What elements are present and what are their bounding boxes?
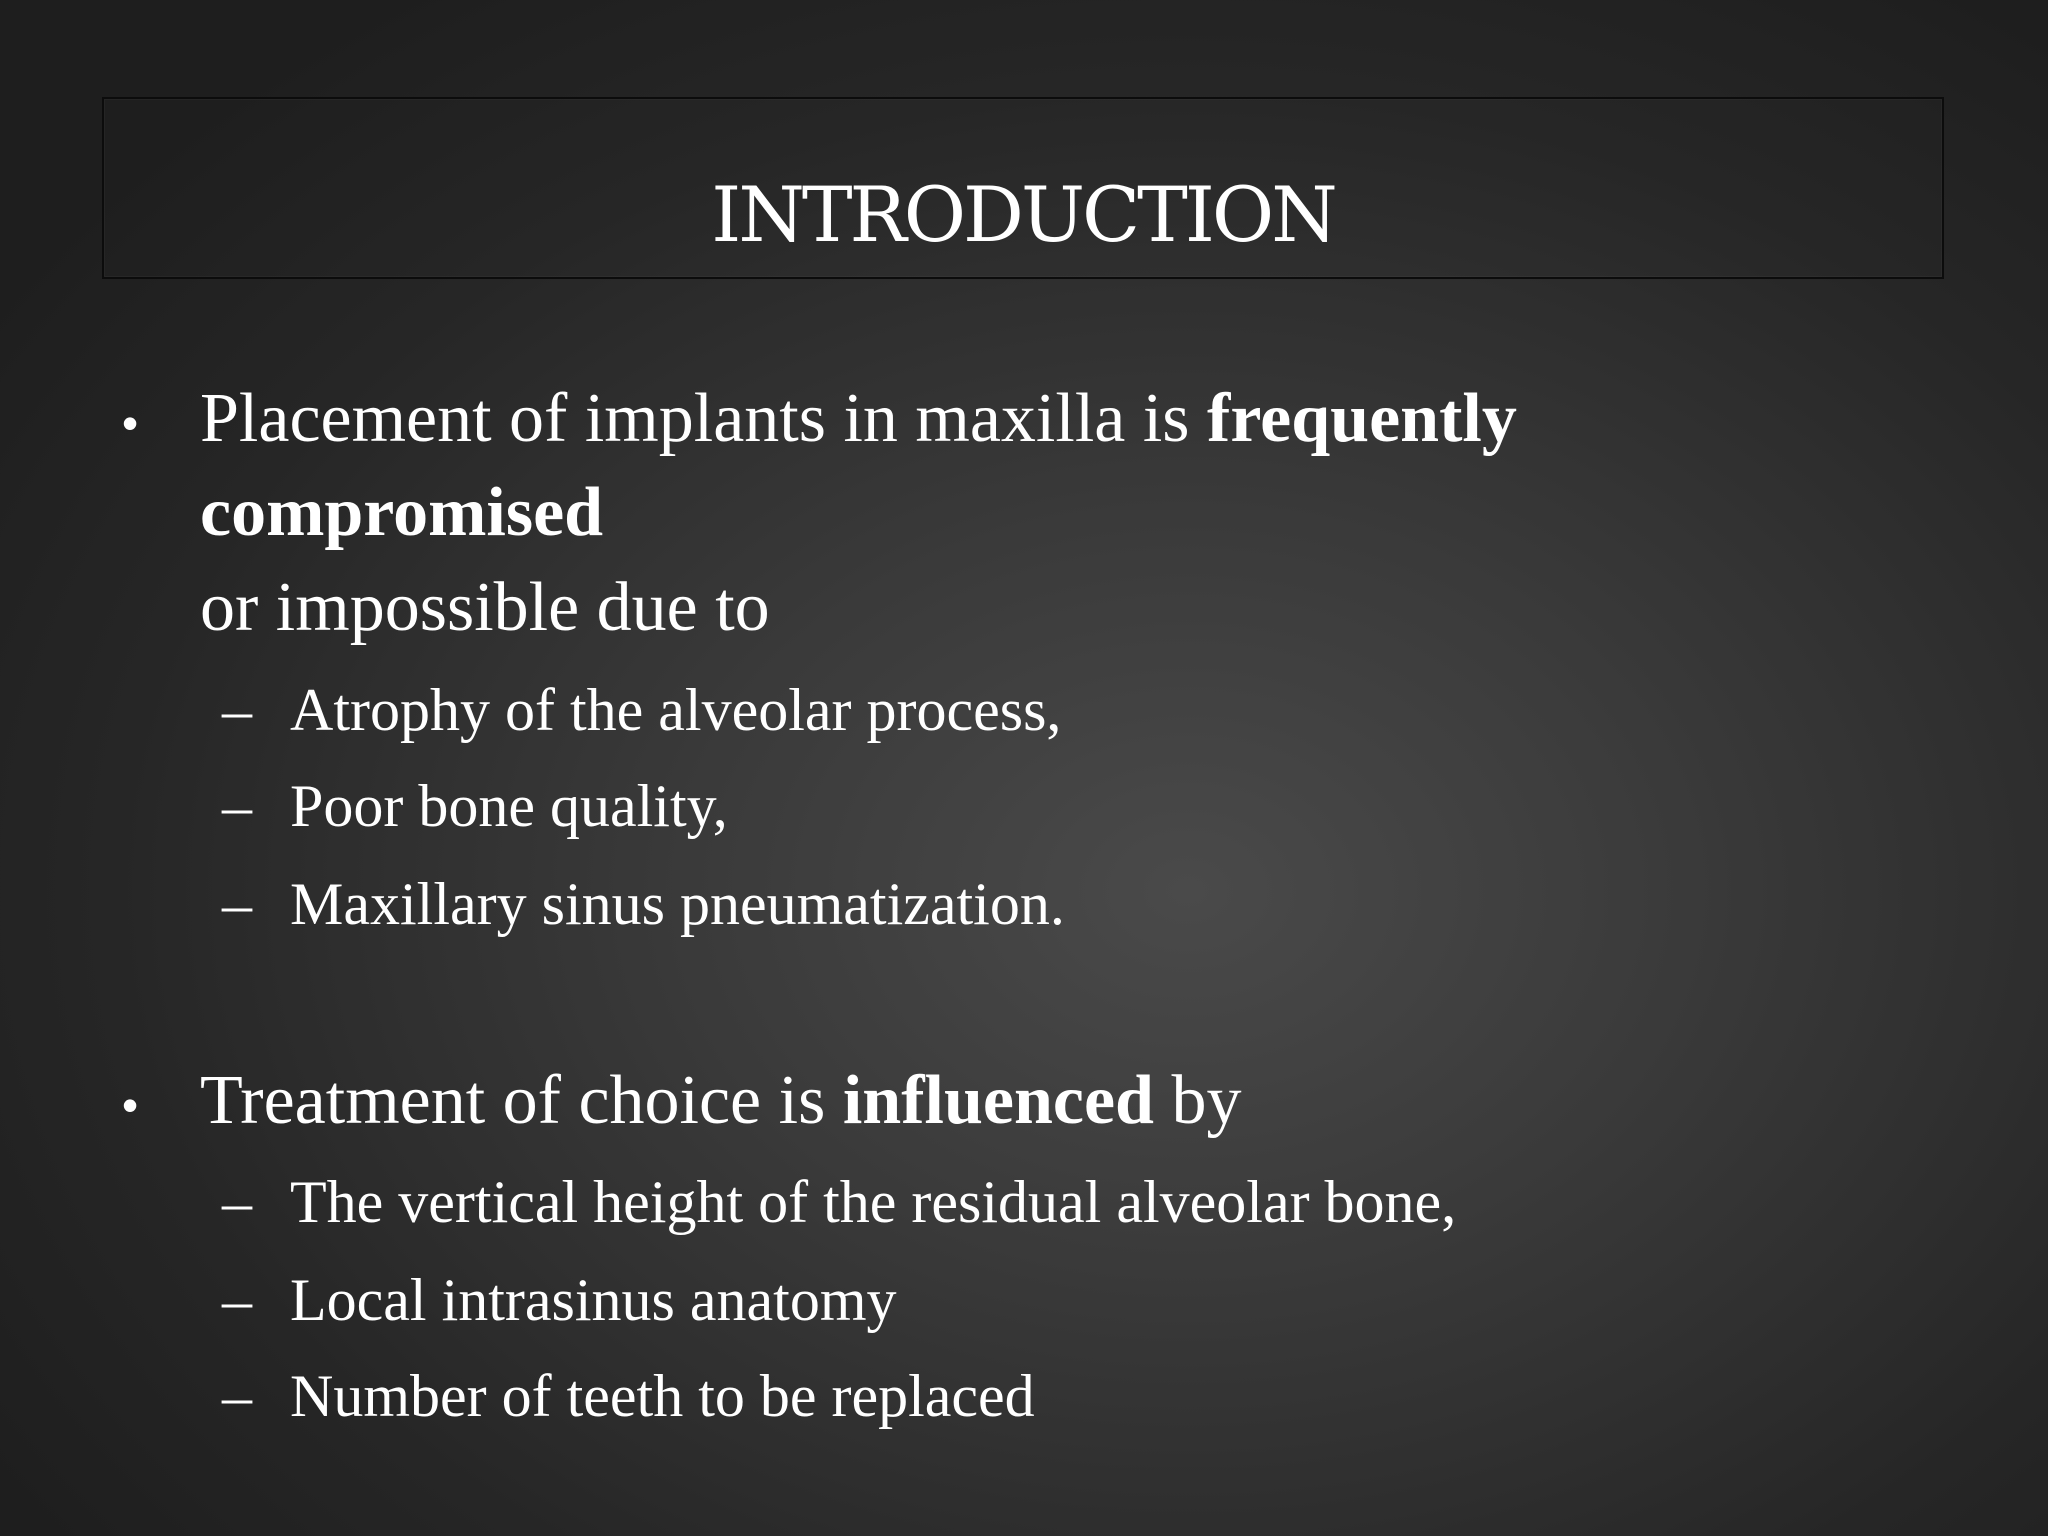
sub-bullet-marker: – — [222, 871, 252, 937]
bullet-marker: • — [122, 397, 139, 449]
sub-bullet-marker: – — [222, 1169, 252, 1235]
sub-bullet-marker: – — [222, 677, 252, 743]
bullet-1-line-3 — [200, 560, 770, 656]
sub-bullet-marker: – — [222, 773, 252, 839]
bullet-marker: • — [122, 1079, 139, 1131]
bullet-2-text-bold: influenced — [842, 1062, 1154, 1139]
sub-bullet-item: The vertical height of the residual alveolar bone, — [290, 1169, 1457, 1235]
sub-bullet-marker: – — [222, 1363, 252, 1429]
bullet-1-text-plain: Placement of implants in maxilla is — [200, 380, 1208, 457]
bullet-2-line-1 — [200, 1053, 1241, 1149]
sub-bullet-item: Poor bone quality, — [290, 773, 728, 839]
sub-bullet-item: Number of teeth to be replaced — [290, 1363, 1035, 1429]
sub-bullet-marker: – — [222, 1267, 252, 1333]
bullet-1-text-bold-2: compromised — [200, 474, 604, 551]
sub-bullet-item: Maxillary sinus pneumatization. — [290, 871, 1065, 937]
bullet-1-text-bold: frequently — [1207, 380, 1517, 457]
bullet-1-line-2 — [200, 465, 603, 561]
bullet-2-text-plain: Treatment of choice is — [200, 1062, 843, 1139]
bullet-2-text-plain-2: by — [1153, 1062, 1242, 1139]
bullet-1-text-plain-2: or impossible due to — [200, 569, 770, 646]
bullet-1-line-1 — [200, 371, 1517, 467]
slide-title: INTRODUCTION — [711, 170, 1335, 259]
sub-bullet-item: Local intrasinus anatomy — [290, 1267, 897, 1333]
sub-bullet-item: Atrophy of the alveolar process, — [290, 677, 1062, 743]
